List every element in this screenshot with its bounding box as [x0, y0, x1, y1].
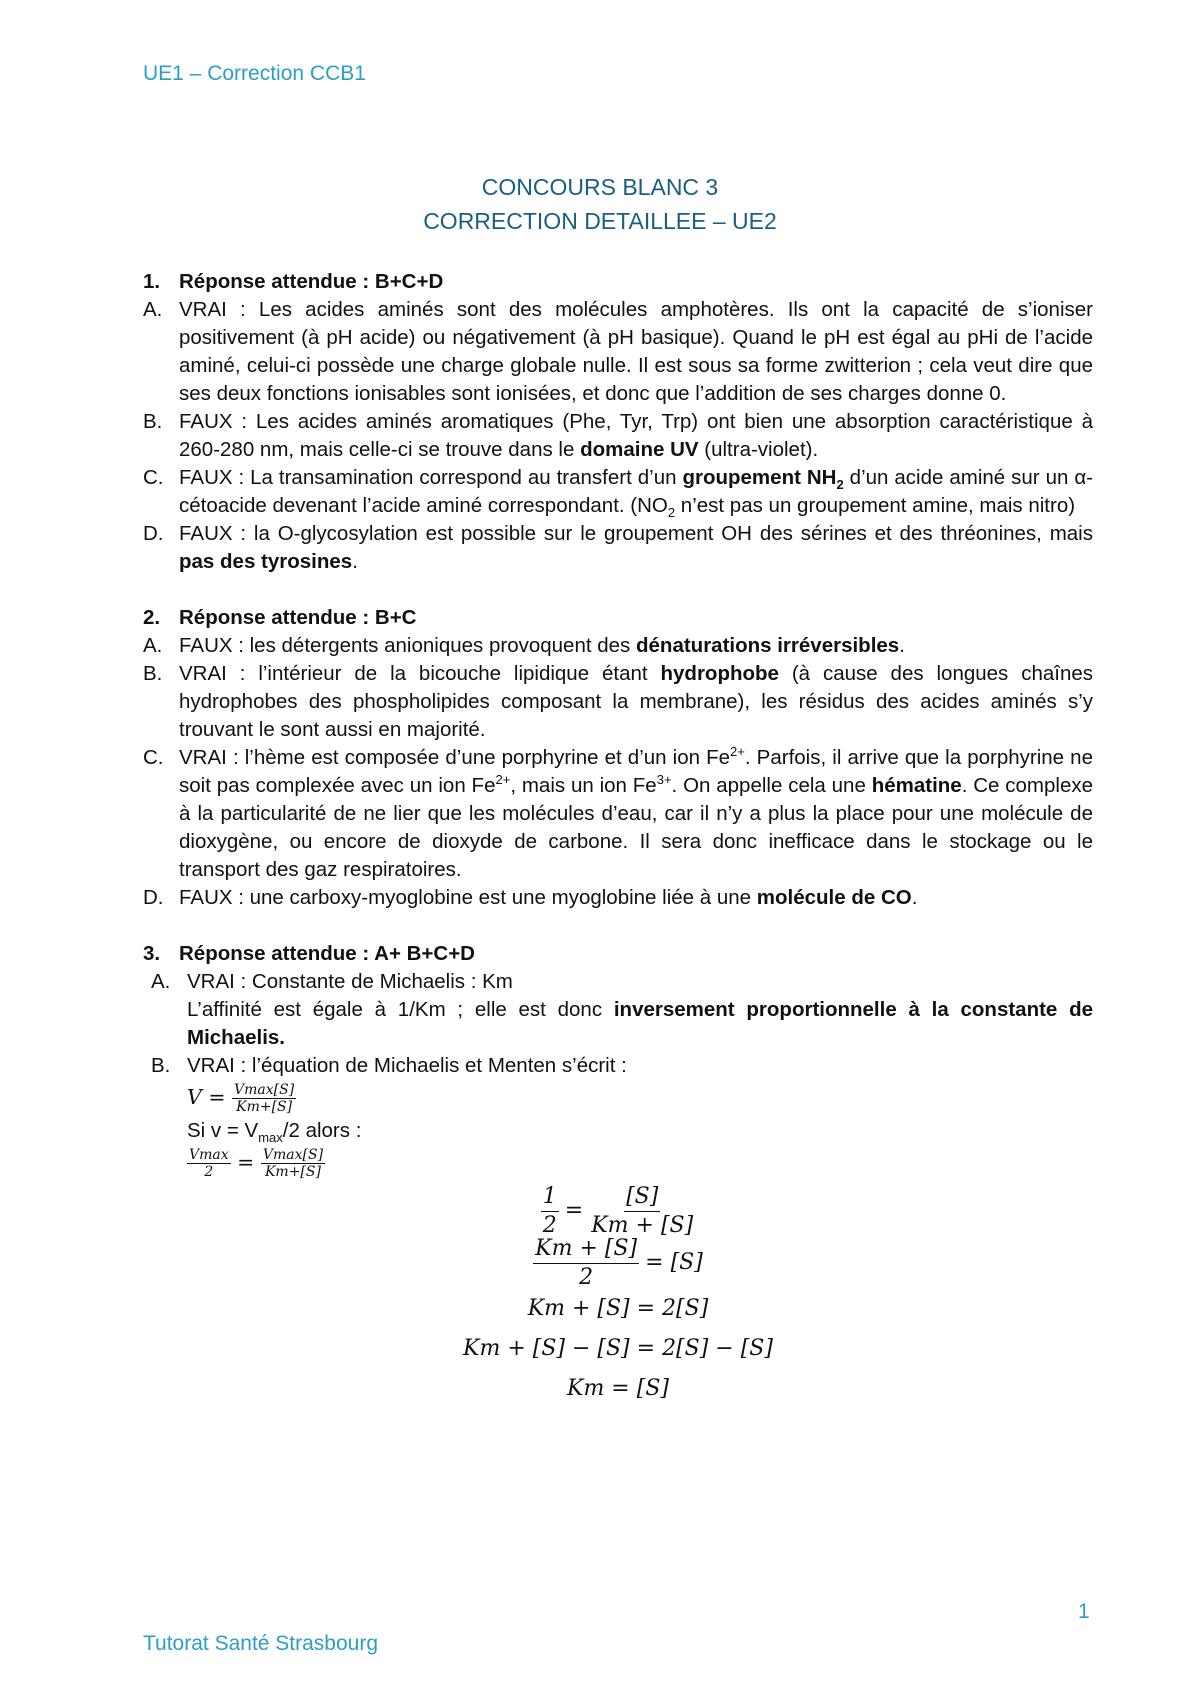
correction-body	[143, 268, 1093, 1434]
question-2-item-c: C. VRAI : l’hème est composée d’une porphyrine et d’un ion $Fe^{2+}$. Parfois, il arrive que la porphyrine ne soit pas complexée avec un ion $Fe^{2+}$, mais un ion $Fe^{3+}$. On appelle cela une hématine. Ce complexe à la particularité de ne lier que les molécules d’eau, car il n’y a plus la place pour une molécule de dioxygène, ou encore de dioxyde de carbone. Il sera donc inefficace dans le stockage ou le transport des gaz respiratoires.	[143, 744, 1093, 881]
running-footer: Tutorat Santé Strasbourg	[143, 1632, 379, 1655]
question-2-item-b: B. VRAI : l’intérieur de la bicouche lipidique étant hydrophobe (à cause des longues chaînes hydrophobes des phospholipides composant la membrane), les résidus des acides aminés s’y trouvant le sont aussi en majorité.	[143, 662, 1093, 741]
page-number: 1	[1078, 1600, 1090, 1623]
question-2	[143, 604, 1093, 912]
derivation-block	[143, 1183, 1093, 1406]
question-3-heading: 3. Réponse attendue : A+ B+C+D	[143, 942, 475, 965]
derivation-step-1: $\frac{1}{2}$ = $\frac{[S]}{Km + [S]}$	[542, 1183, 694, 1238]
derivation-step-3: Km + [S] = 2[S]	[527, 1296, 709, 1321]
derivation-step-4: Km + [S] − [S] = 2[S] − [S]	[463, 1336, 773, 1361]
question-1-item-d: D. FAUX : la O-glycosylation est possible sur le groupement OH des sérines et des thréonines, mais pas des tyrosines.	[143, 522, 1093, 573]
question-1-item-a: A. VRAI : Les acides aminés sont des molécules amphotères. Ils ont la capacité de s’ioniser positivement (à pH acide) ou négativement (à pH basique). Quand le pH est égal au pHi de l’acide aminé, celui-ci possède une charge globale nulle. Il est sous sa forme zwitterion ; cela veut dire que ses deux fonctions ionisables sont ionisées, et donc que l’addition de ses charges donne 0.	[143, 298, 1093, 405]
condition-line: Si $v = V_{max}/2$ alors :	[187, 1119, 362, 1146]
question-2-item-a: A. FAUX : les détergents anioniques provoquent des dénaturations irréversibles.	[143, 634, 905, 657]
half-vmax-equation: $\frac{Vmax}{2}$ = $\frac{Vmax[S]}{Km+[S]}$	[189, 1147, 324, 1180]
question-1	[143, 268, 1093, 576]
document-title	[0, 170, 1200, 238]
question-2-item-d: D. FAUX : une carboxy-myoglobine est une myoglobine liée à une molécule de CO.	[143, 886, 918, 909]
question-3-item-a: A. VRAI : Constante de Michaelis : Km L’affinité est égale à 1/Km ; elle est donc inversement proportionnelle à la constante de Michaelis.	[151, 970, 1094, 1049]
title-line-1: CONCOURS BLANC 3	[481, 174, 719, 200]
question-3-item-b: B. VRAI : l’équation de Michaelis et Menten s’écrit : V = $\frac{Vmax[S]}{Km+[S]}$ Si $v = V_{max}/2$ alors : $\frac{Vmax}{2}$ = $\frac{Vmax[S]}{Km+[S]}$	[143, 1052, 1093, 1182]
question-2-heading: 2. Réponse attendue : B+C	[143, 606, 417, 629]
title-line-2: CORRECTION DETAILLEE – UE2	[423, 208, 777, 234]
question-1-item-b: B. FAUX : Les acides aminés aromatiques (Phe, Tyr, Trp) ont bien une absorption caractéristique à 260-280 nm, mais celle-ci se trouve dans le domaine UV (ultra-violet).	[143, 410, 1093, 461]
derivation-step-2: $\frac{Km + [S]}{2}$ = [S]	[535, 1235, 703, 1290]
question-1-item-c: C. FAUX : La transamination correspond au transfert d’un groupement $NH_2$ d’un acide aminé sur un α-cétoacide devenant l’acide aminé correspondant. ($NO_2$ n’est pas un groupement amine, mais nitro)	[143, 466, 1094, 521]
michaelis-menten-equation: V = $\frac{Vmax[S]}{Km+[S]}$	[187, 1082, 295, 1115]
running-header: UE1 – Correction CCB1	[143, 62, 366, 85]
derivation-step-5: Km = [S]	[567, 1376, 669, 1401]
question-3	[143, 940, 1093, 1406]
question-1-heading: 1. Réponse attendue : B+C+D	[143, 270, 444, 293]
